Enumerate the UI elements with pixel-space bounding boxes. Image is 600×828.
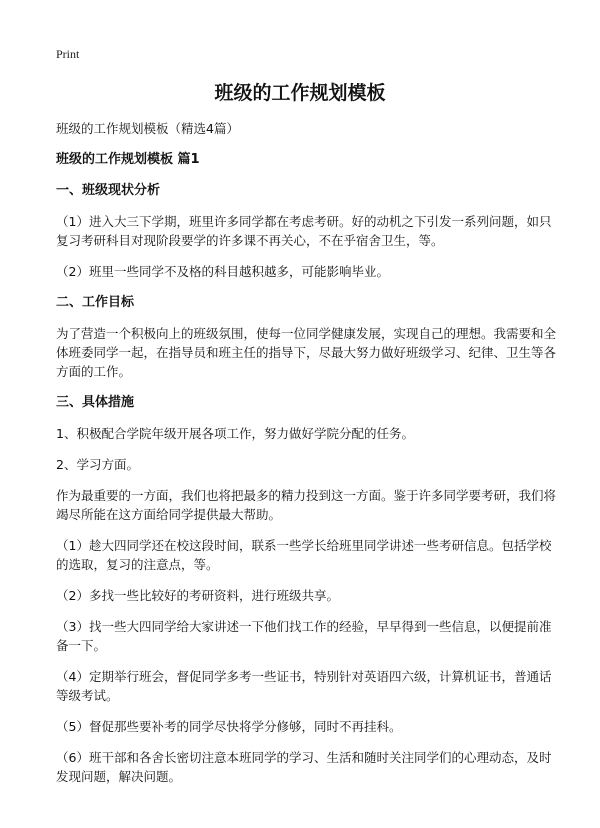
paragraph: （1）进入大三下学期，班里许多同学都在考虑考研。好的动机之下引发一系列问题，如只复习考研科目对现阶段要学的许多课不再关心，不在乎宿舍卫生，等。 — [56, 214, 552, 248]
document-title: 班级的工作规划模板 — [214, 82, 386, 104]
heading-specific-measures: 三、具体措施 — [56, 395, 135, 410]
paragraph: （6）班干部和各舍长密切注意本班同学的学习、生活和随时关注同学们的心理动态，及时发现问题，解决问题。 — [56, 750, 552, 784]
heading-work-goals: 二、工作目标 — [56, 295, 135, 310]
heading-situation-analysis: 一、班级现状分析 — [56, 183, 161, 198]
paragraph: （2）班里一些同学不及格的科目越积越多，可能影响毕业。 — [56, 264, 389, 279]
paragraph: （2）多找一些比较好的考研资料，进行班级共享。 — [56, 588, 339, 603]
paragraph: （1）趁大四同学还在校这段时间，联系一些学长给班里同学讲述一些考研信息。包括学校的选取，复习的注意点，等。 — [56, 538, 552, 572]
print-link[interactable]: Print — [56, 47, 80, 61]
document-body — [56, 119, 556, 798]
paragraph: 2、学习方面。 — [56, 457, 139, 472]
paragraph: 1、积极配合学院年级开展各项工作，努力做好学院分配的任务。 — [56, 426, 414, 441]
section-title: 班级的工作规划模板 篇1 — [56, 152, 200, 167]
paragraph: 作为最重要的一方面，我们也将把最多的精力投到这一方面。鉴于许多同学要考研，我们将竭尽所能在这方面给同学提供最大帮助。 — [56, 488, 557, 522]
document-subtitle: 班级的工作规划模板（精选4篇） — [56, 121, 239, 136]
paragraph: 为了营造一个积极向上的班级氛围，使每一位同学健康发展，实现自己的理想。我需要和全体班委同学一起，在指导员和班主任的指导下，尽最大努力做好班级学习、纪律、卫生等各方面的工作。 — [56, 326, 557, 379]
paragraph: （3）找一些大四同学给大家讲述一下他们找工作的经验，早早得到一些信息，以便提前准备一下。 — [56, 619, 552, 653]
paragraph: （5）督促那些要补考的同学尽快将学分修够，同时不再挂科。 — [56, 719, 402, 734]
paragraph: （4）定期举行班会，督促同学多考一些证书，特别针对英语四六级，计算机证书，普通话等级考试。 — [56, 669, 552, 703]
